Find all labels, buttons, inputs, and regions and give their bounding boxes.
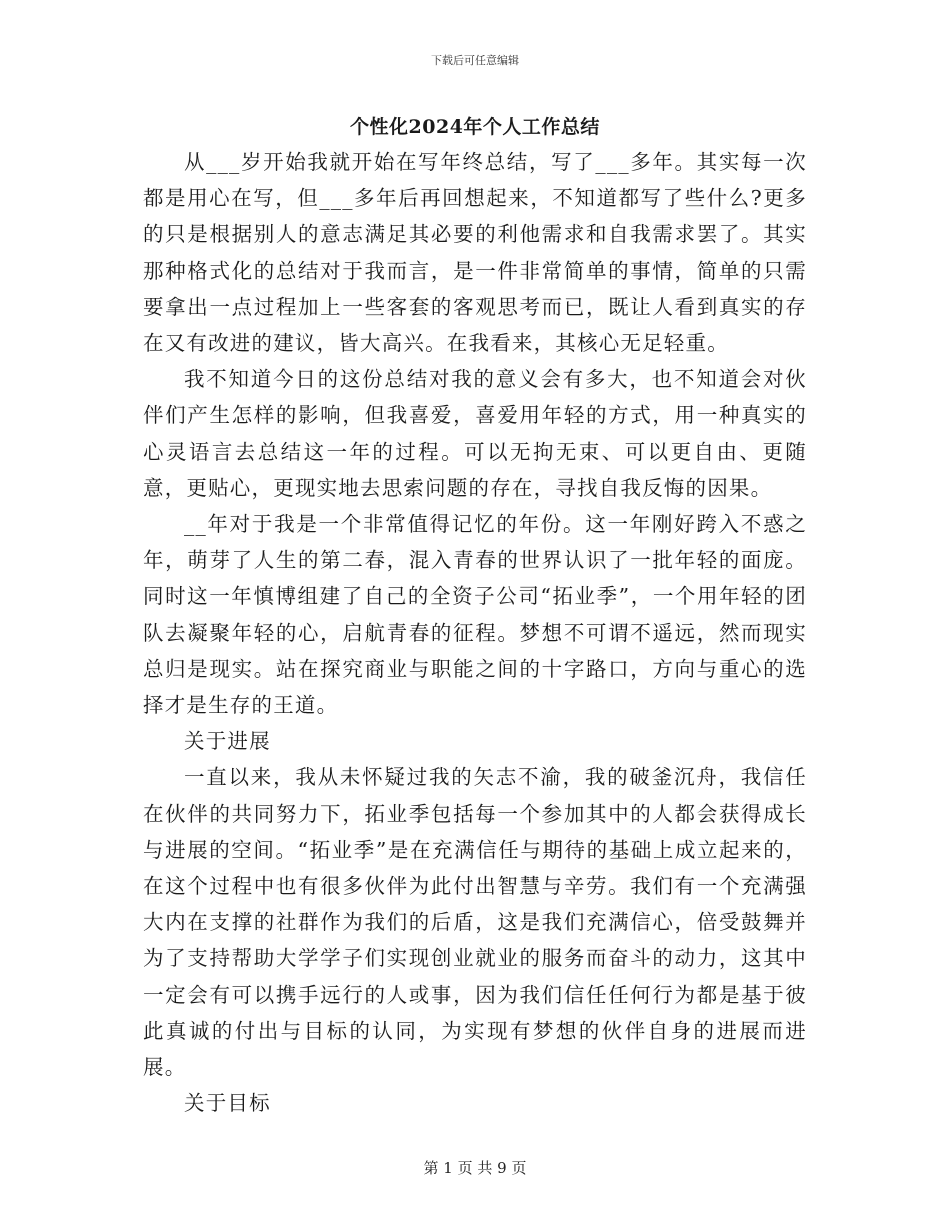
header-note: 下载后可任意编辑 bbox=[431, 54, 519, 67]
paragraph-progress: 一直以来，我从未怀疑过我的矢志不渝，我的破釜沉舟，我信任在伙伴的共同努力下，拓业季包括每一个参加其中的人都会获得成长与进展的空间。“拓业季”是在充满信任与期待的基础上成立起来的，在这个过程中也有很多伙伴为此付出智慧与辛劳。我们有一个充满强大内在支撑的社群作为我们的后盾，这是我们充满信心，倍受鼓舞并为了支持帮助大学学子们实现创业就业的服务而奋斗的动力，这其中一定会有可以携手远行的人或事，因为我们信任任何行为都是基于彼此真诚的付出与目标的认同，为实现有梦想的伙伴自身的进展而进展。 bbox=[143, 765, 807, 1080]
page-number: 第 1 页 共 9 页 bbox=[423, 1159, 527, 1177]
paragraph-year: __年对于我是一个非常值得记忆的年份。这一年刚好跨入不惑之年，萌芽了人生的第二春，混入青春的世界认识了一批年轻的面庞。同时这一年慎博组建了自己的全资子公司“拓业季”，一个用年轻的团队去凝聚年轻的心，启航青春的征程。梦想不可谓不遥远，然而现实总归是现实。站在探究商业与职能之间的十字路口，方向与重心的选择才是生存的王道。 bbox=[143, 512, 807, 718]
paragraph-intro: 从___岁开始我就开始在写年终总结，写了___多年。其实每一次都是用心在写，但___多年后再回想起来，不知道都写了些什么?更多的只是根据别人的意志满足其必要的利他需求和自我需求罢了。其实那种格式化的总结对于我而言，是一件非常简单的事情，简单的只需要拿出一点过程加上一些客套的客观思考而已，既让人看到真实的存在又有改进的建议，皆大高兴。在我看来，其核心无足轻重。 bbox=[143, 150, 807, 356]
document-title: 个性化2024年个人工作总结 bbox=[350, 116, 600, 138]
section-heading-goals: 关于目标 bbox=[184, 1091, 271, 1116]
paragraph-meaning: 我不知道今日的这份总结对我的意义会有多大，也不知道会对伙伴们产生怎样的影响，但我喜爱，喜爱用年轻的方式，用一种真实的心灵语言去总结这一年的过程。可以无拘无束、可以更自由、更随意，更贴心，更现实地去思索问题的存在，寻找自我反悔的因果。 bbox=[143, 367, 807, 500]
section-heading-progress: 关于进展 bbox=[184, 729, 271, 754]
document-body bbox=[143, 110, 807, 1121]
